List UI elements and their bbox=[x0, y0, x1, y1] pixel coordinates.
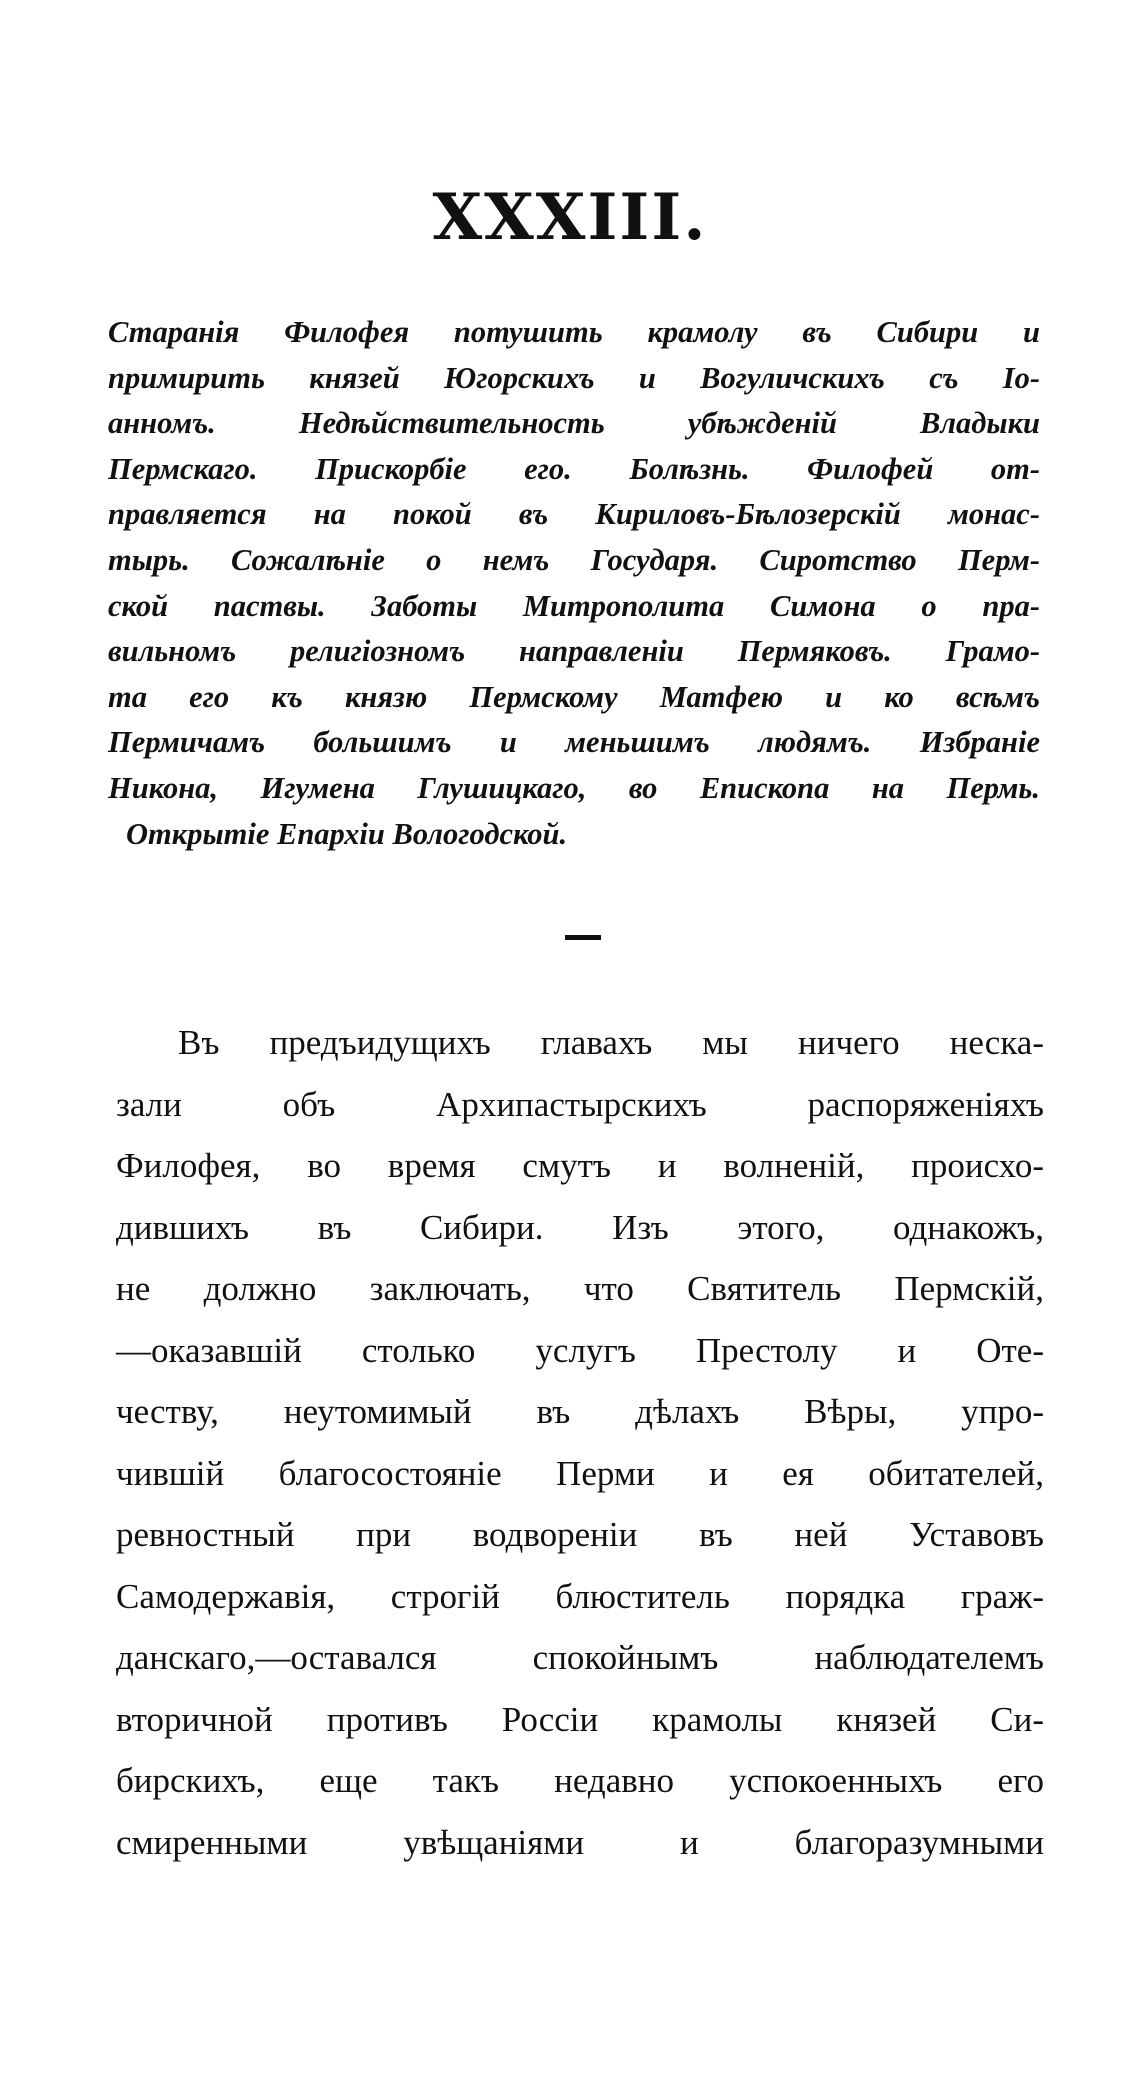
body-line: не должно заключать, что Святитель Пермскій, bbox=[116, 1269, 1044, 1308]
summary-line: Никона, Игумена Глушицкаго, во Епископа на Пермь. bbox=[108, 770, 1040, 805]
body-line: бирскихъ, еще такъ недавно успокоенныхъ его bbox=[116, 1761, 1044, 1800]
section-divider bbox=[565, 935, 601, 940]
chapter-summary bbox=[108, 310, 1040, 857]
chapter-title: XXXIII. bbox=[432, 180, 708, 255]
summary-line: анномъ. Недѣйствительность убѣжденій Владыки bbox=[108, 406, 1040, 441]
body-line: ревностный при водвореніи въ ней Уставовъ bbox=[116, 1515, 1044, 1554]
body-line: —оказавшій столько услугъ Престолу и Оте- bbox=[116, 1330, 1044, 1370]
body-line: Въ предъидущихъ главахъ мы ничего неска- bbox=[178, 1023, 1044, 1062]
summary-line: вильномъ религіозномъ направленіи Пермяковъ. Грамо- bbox=[108, 634, 1040, 669]
body-line: зали объ Архипастырскихъ распоряженіяхъ bbox=[116, 1084, 1044, 1124]
body-line: смиренными увѣщаніями и благоразумными bbox=[116, 1822, 1044, 1862]
summary-line: примирить князей Югорскихъ и Вогуличскихъ съ Іо- bbox=[108, 360, 1040, 395]
summary-line: Пермичамъ большимъ и меньшимъ людямъ. Избраніе bbox=[108, 725, 1040, 760]
body-line: вторичной противъ Россіи крамолы князей Си- bbox=[116, 1699, 1044, 1739]
summary-line: тырь. Сожалѣніе о немъ Государя. Сиротство Перм- bbox=[108, 542, 1040, 577]
summary-line: Старанія Филофея потушить крамолу въ Сибири и bbox=[108, 315, 1040, 349]
summary-line: Открытіе Епархіи Вологодской. bbox=[126, 816, 568, 851]
body-line: дившихъ въ Сибири. Изъ этого, однакожъ, bbox=[116, 1207, 1044, 1247]
body-line: Филофея, во время смутъ и волненій, происхо- bbox=[116, 1146, 1044, 1185]
summary-line: правляется на покой въ Кириловъ-Бѣлозерскій монас- bbox=[108, 497, 1040, 532]
summary-line: Пермскаго. Прискорбіе его. Болѣзнь. Филофей от- bbox=[108, 451, 1040, 486]
body-line: честву, неутомимый въ дѣлахъ Вѣры, упро- bbox=[116, 1392, 1044, 1431]
body-line: чившій благосостояніе Перми и ея обитателей, bbox=[116, 1453, 1044, 1493]
summary-line: ской паствы. Заботы Митрополита Симона о пра- bbox=[108, 588, 1040, 623]
body-line: данскаго,—оставался спокойнымъ наблюдателемъ bbox=[116, 1638, 1044, 1677]
summary-line: та его къ князю Пермскому Матфею и ко всѣмъ bbox=[108, 679, 1040, 714]
body-line: Самодержавія, строгій блюститель порядка граж- bbox=[116, 1576, 1044, 1616]
body-text bbox=[116, 1012, 1044, 1873]
